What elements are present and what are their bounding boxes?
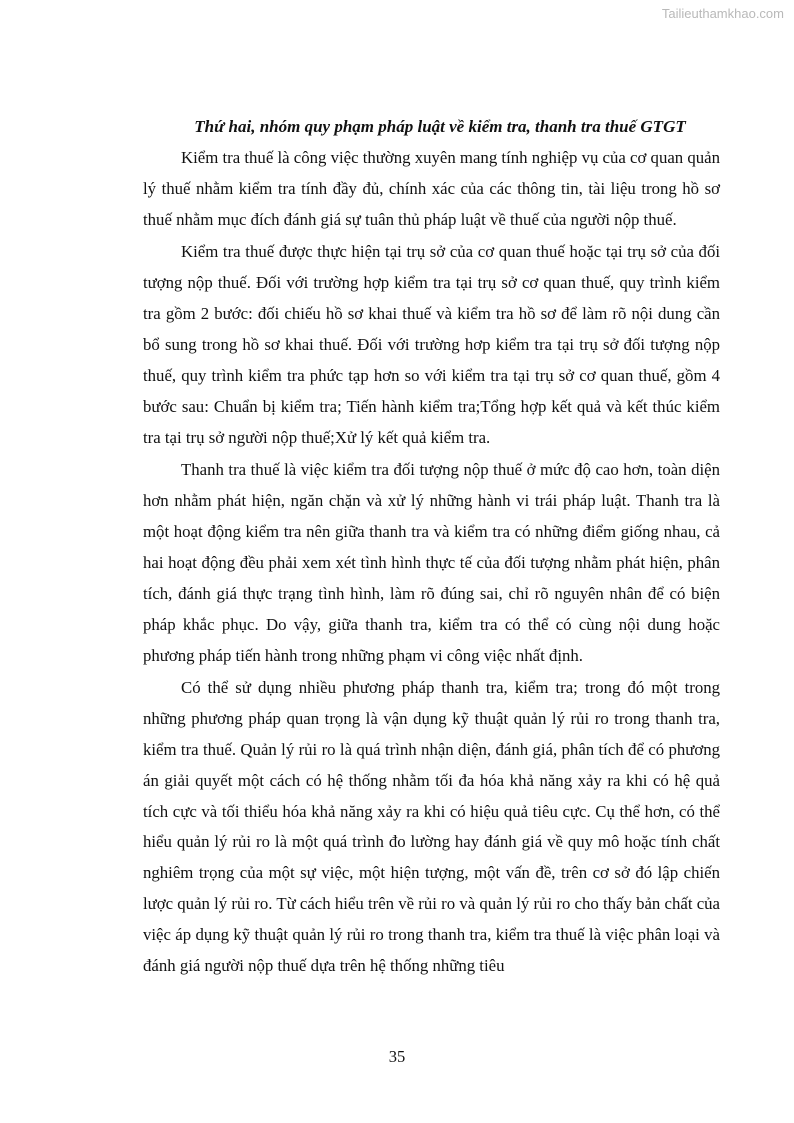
watermark-text: Tailieuthamkhao.com bbox=[661, 6, 784, 21]
page-number: 35 bbox=[388, 1047, 406, 1066]
paragraph-tax-inspection-procedure: Kiểm tra thuế được thực hiện tại trụ sở của cơ quan thuế hoặc tại trụ sở của đối tượng nộp thuế. Đối với trường hợp kiểm tra tại trụ sở cơ quan thuế, quy trình kiểm tra gồm 2 bước: đối chiếu hồ sơ khai thuế và kiểm tra hồ sơ để làm rõ nội dung cần bổ sung trong hồ sơ khai thuế. Đối với trường hơp kiểm tra tại trụ sở đối tượng nộp thuế, quy trình kiểm tra phức tạp hơn so với kiểm tra tại trụ sở cơ quan thuế, gồm 4 bước sau: Chuẩn bị kiểm tra; Tiến hành kiểm tra;Tổng hợp kết quả và kết thúc kiểm tra tại trụ sở người nộp thuế;Xử lý kết quả kiểm tra. bbox=[143, 242, 720, 447]
paragraph-tax-audit-definition: Thanh tra thuế là việc kiểm tra đối tượng nộp thuế ở mức độ cao hơn, toàn diện hơn nhằm phát hiện, ngăn chặn và xử lý những hành vi trái pháp luật. Thanh tra là một hoạt động kiểm tra nên giữa thanh tra và kiểm tra có những điểm giống nhau, cả hai hoạt động đều phải xem xét tình hình thực tế của đối tượng nhằm phát hiện, phân tích, đánh giá thực trạng tình hình, làm rõ đúng sai, chỉ rõ nguyên nhân để có biện pháp khắc phục. Do vậy, giữa thanh tra, kiểm tra có thể có cùng nội dung hoặc phương pháp tiến hành trong những phạm vi công việc nhất định. bbox=[143, 460, 720, 665]
paragraph-tax-inspection-definition: Kiểm tra thuế là công việc thường xuyên mang tính nghiệp vụ của cơ quan quản lý thuế nhằm kiểm tra tính đầy đủ, chính xác của các thông tin, tài liệu trong hồ sơ thuế nhằm mục đích đánh giá sự tuân thủ pháp luật về thuế của người nộp thuế. bbox=[143, 148, 720, 229]
section-heading: Thứ hai, nhóm quy phạm pháp luật về kiểm tra, thanh tra thuế GTGT bbox=[194, 117, 686, 136]
document-body bbox=[143, 112, 720, 982]
paragraph-risk-management: Có thể sử dụng nhiều phương pháp thanh tra, kiểm tra; trong đó một trong những phương pháp quan trọng là vận dụng kỹ thuật quản lý rủi ro trong thanh tra, kiểm tra thuế. Quản lý rủi ro là quá trình nhận diện, đánh giá, phân tích để có phương án giải quyết một cách có hệ thống nhằm tối đa hóa khả năng xảy ra khi có hệ quả tích cực và tối thiểu hóa khả năng xảy ra khi có hiệu quả tiêu cực. Cụ thể hơn, có thể hiểu quản lý rủi ro là một quá trình đo lường hay đánh giá về quy mô hoặc tính chất nghiêm trọng của một sự việc, một hiện tượng, một vấn đề, trên cơ sở đó lập chiến lược quản lý rủi ro. Từ cách hiểu trên về rủi ro và quản lý rủi ro cho thấy bản chất của việc áp dụng kỹ thuật quản lý rủi ro trong thanh tra, kiểm tra thuế là việc phân loại và đánh giá người nộp thuế dựa trên hệ thống những tiêu bbox=[143, 677, 720, 976]
